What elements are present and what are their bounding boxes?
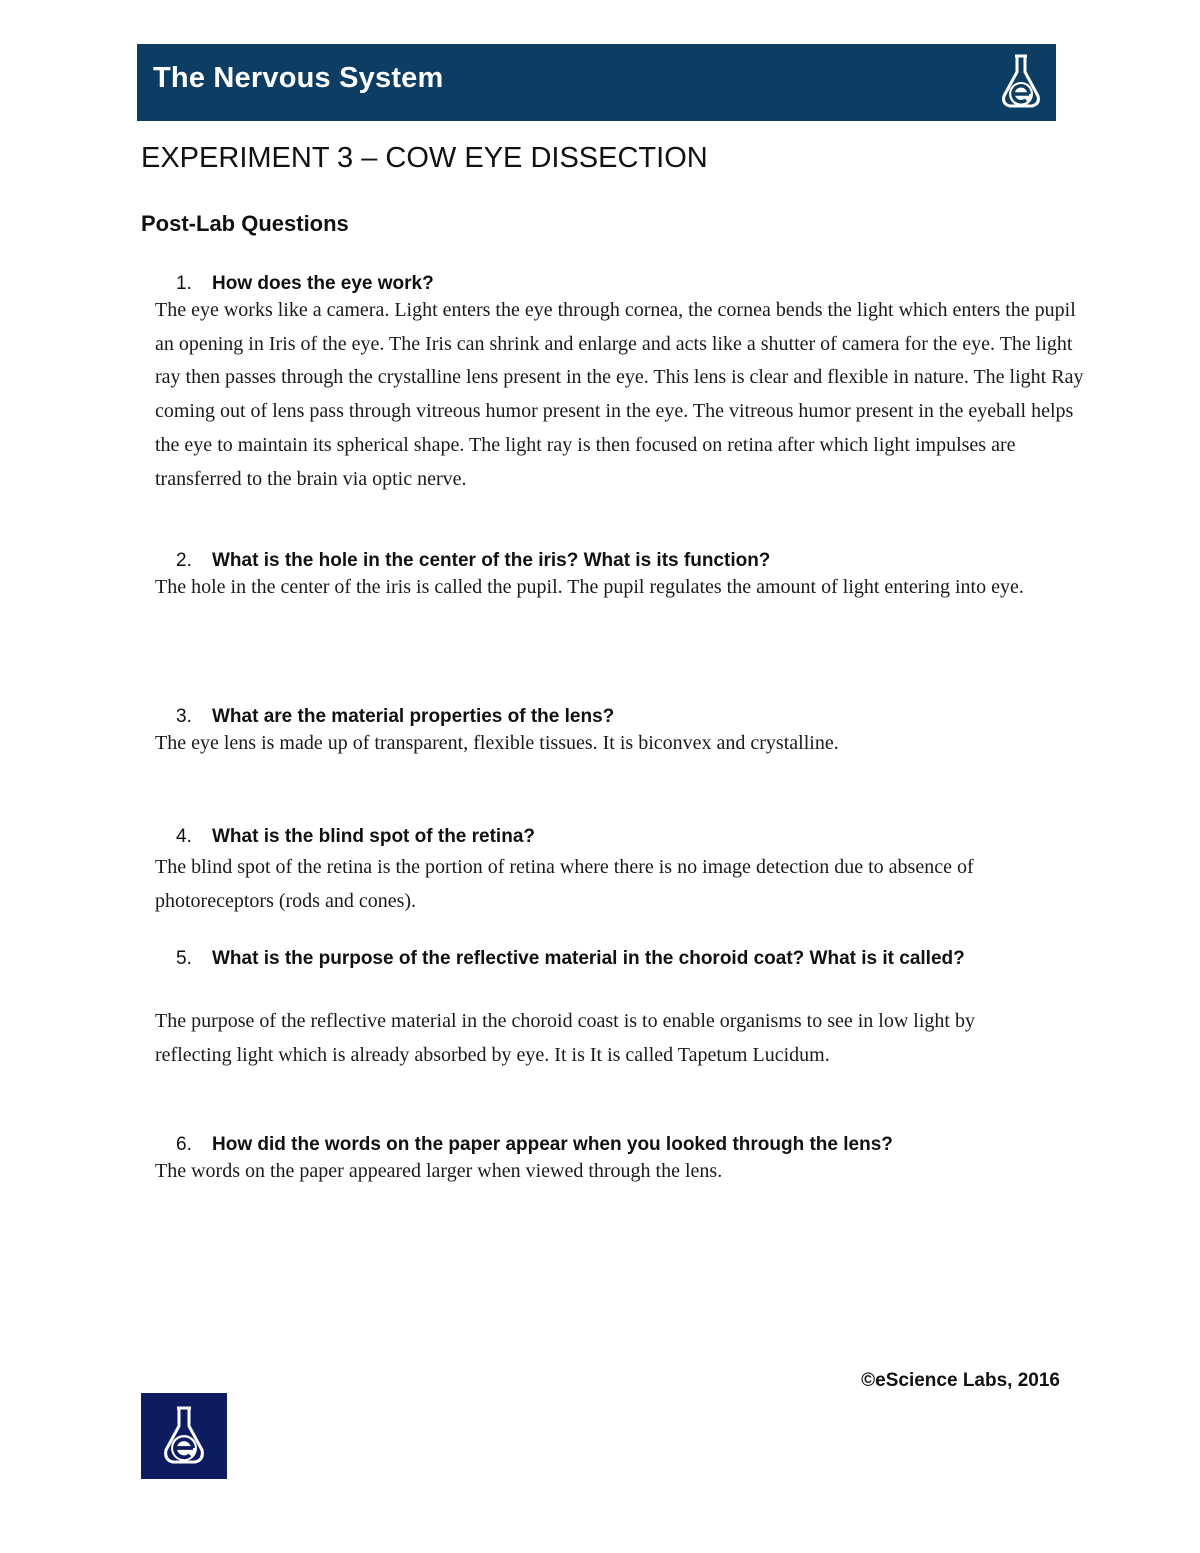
footer-logo bbox=[141, 1393, 227, 1479]
question-number: 2. bbox=[176, 550, 192, 571]
question-text: What is the blind spot of the retina? bbox=[212, 826, 535, 847]
question-text: What is the purpose of the reflective material in the choroid coat? What is it called? bbox=[212, 948, 965, 969]
answer-1: The eye works like a camera. Light enters the eye through cornea, the cornea bends the light which enters the pupil an opening in Iris of the eye. The Iris can shrink and enlarge and acts like a shutter of camera for the eye. The light ray then passes through the crystalline lens present in the eye. This lens is clear and flexible in nature. The light Ray coming out of lens pass through vitreous humor present in the eye. The vitreous humor present in the eyeball helps the eye to maintain its spherical shape. The light ray is then focused on retina after which light impulses are transferred to the brain via optic nerve. bbox=[155, 299, 1084, 490]
answer-4: The blind spot of the retina is the portion of retina where there is no image detection due to absence of photoreceptors (rods and cones). bbox=[155, 856, 974, 912]
question-text: What is the hole in the center of the iris? What is its function? bbox=[212, 550, 771, 571]
experiment-title: EXPERIMENT 3 – COW EYE DISSECTION bbox=[141, 142, 708, 174]
answer-3: The eye lens is made up of transparent, flexible tissues. It is biconvex and crystalline. bbox=[155, 732, 839, 754]
answer-2: The hole in the center of the iris is called the pupil. The pupil regulates the amount of light entering into eye. bbox=[155, 576, 1024, 598]
escience-flask-logo-icon bbox=[996, 52, 1046, 112]
escience-flask-logo-icon bbox=[159, 1404, 209, 1468]
question-text: How did the words on the paper appear when you looked through the lens? bbox=[212, 1134, 893, 1155]
question-number: 1. bbox=[176, 273, 192, 294]
question-number: 6. bbox=[176, 1134, 192, 1155]
question-text: What are the material properties of the lens? bbox=[212, 706, 615, 727]
answer-6: The words on the paper appeared larger when viewed through the lens. bbox=[155, 1160, 723, 1182]
header-bar bbox=[137, 44, 1056, 121]
header-title: The Nervous System bbox=[153, 62, 444, 94]
question-number: 4. bbox=[176, 826, 192, 847]
copyright-text: ©eScience Labs, 2016 bbox=[861, 1370, 1060, 1391]
section-title: Post-Lab Questions bbox=[141, 211, 349, 236]
answer-5: The purpose of the reflective material in the choroid coast is to enable organisms to see in low light by reflecting light which is already absorbed by eye. It is It is called Tapetum Lucidum. bbox=[155, 1010, 975, 1066]
question-5 bbox=[176, 943, 1006, 974]
question-number: 3. bbox=[176, 706, 192, 727]
question-text: How does the eye work? bbox=[212, 273, 434, 294]
question-4 bbox=[176, 821, 1026, 852]
question-number: 5. bbox=[176, 948, 192, 969]
